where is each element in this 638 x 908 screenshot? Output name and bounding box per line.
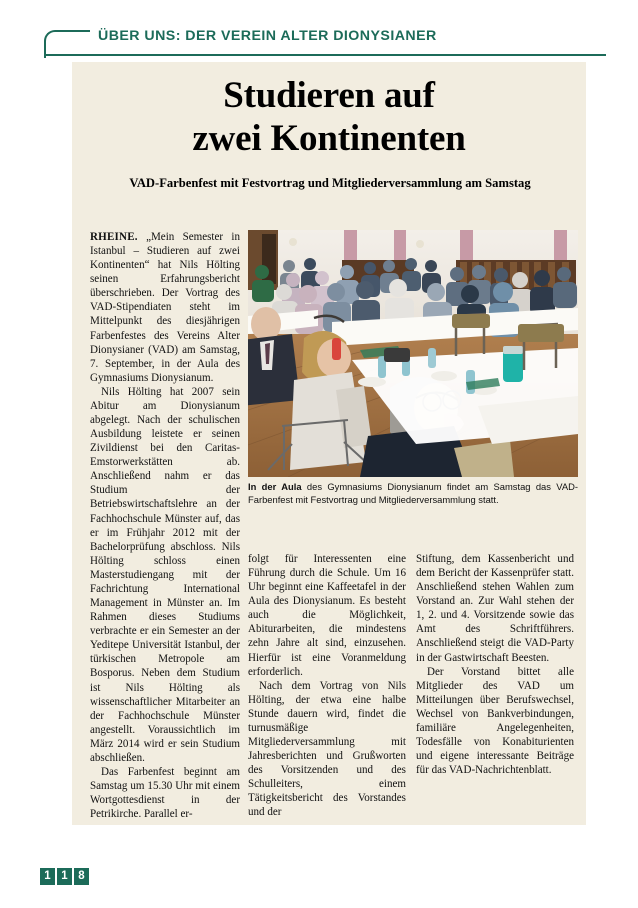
photo-caption-lead: In der Aula <box>248 481 302 492</box>
paragraph-text: „Mein Semester in Istanbul – Studieren auf zwei Kontinenten“ hat Nils Hölting seinen Erfahrungsbericht überschrieben. Der Vortrag des VAD-Stipendiaten steht im Mittelpunkt des diesjährigen Farbenfestes des Vereins Alter Dionysianer (VAD) am Samstag, 7. September, in der Aula des Gymnasiums Dionysianum. <box>90 231 240 384</box>
section-header <box>44 28 606 58</box>
paragraph: Nils Hölting hat 2007 sein Abitur am Dionysianum abgelegt. Nach der schulischen Ausbildung leistete er seinen Zivildienst bei den Caritas-Emstorwerkstätten ab. Anschließend nahm er das Studium der Betriebswirtschaftslehre an der Fachhochschule Münster auf, das er im Frühjahr 2012 mit der Bachelorprüfung abschloss. Nils Hölting schloss einen Masterstudiengang mit der Fachrichtung International Management in Münster an. Im Rahmen dieses Studiums verbrachte er ein Semester an der Yeditepe Universität Istanbul, der türkischen Metropole am Bosporus. Neben dem Studium ist Nils Hölting als wissenschaftlicher Mitarbeiter an der Fachhochschule Münster angestellt. Voraussichtlich im März 2014 wird er sein Studium abschließen. <box>90 385 240 764</box>
photo-caption <box>248 481 578 506</box>
page-digit: 1 <box>40 868 55 885</box>
body-column-2 <box>248 552 406 819</box>
page-digit: 8 <box>74 868 89 885</box>
photo-caption-text: des Gymnasiums Dionysianum findet am Samstag das VAD-Farbenfest mit Festvortrag und Mitgliederversammlung statt. <box>248 481 578 505</box>
article-figure <box>248 230 578 506</box>
header-rule-divider <box>44 54 606 56</box>
headline-line-2: zwei Kontinenten <box>192 118 466 160</box>
section-title: ÜBER UNS: DER VEREIN ALTER DIONYSIANER <box>98 28 437 44</box>
paragraph: Stiftung, dem Kassenbericht und dem Bericht der Kassenprüfer statt. Anschließend stehen Wahlen zum Vorstand an. Zur Wahl stehen der 1, 2. und 4. Vorsitzende sowie das Amt des Schriftführers. Anschließend steigt die VAD-Party in der Gastwirtschaft Beesten. <box>416 553 574 664</box>
page-digit: 1 <box>57 868 72 885</box>
body-column-1 <box>90 230 240 821</box>
headline-line-1: Studieren auf <box>223 75 435 116</box>
paragraph <box>90 230 240 385</box>
dateline: RHEINE. <box>90 231 138 243</box>
paragraph: Das Farbenfest beginnt am Samstag um 15.30 Uhr mit einem Wortgottesdienst in der Petrikirche. Parallel er- <box>90 765 240 821</box>
article-subheadline: VAD-Farbenfest mit Festvortrag und Mitgliederversammlung am Samstag <box>129 176 531 190</box>
paragraph: Nach dem Vortrag von Nils Hölting, der etwa eine halbe Stunde dauern wird, findet die turnusmäßige Mitgliederversammlung mit Jahresberichten und Grußworten des Vorsitzenden und des Schulleiters, einem Tätigkeitsbericht des Vorstandes und der <box>248 679 406 819</box>
body-column-3 <box>416 552 574 777</box>
article-photo <box>248 230 578 477</box>
page-number <box>40 868 89 885</box>
article-panel <box>72 62 586 825</box>
paragraph: folgt für Interessenten eine Führung durch die Schule. Um 16 Uhr beginnt eine Kaffeetafel in der Aula des Dionysianum. Es besteht auch die Möglichkeit, Abiturarbeiten, die mindestens zehn Jahre alt sind, einzusehen. Hierfür ist eine Voranmeldung erforderlich. <box>248 553 406 678</box>
page-title <box>82 74 576 161</box>
paragraph: Der Vorstand bittet alle Mitglieder des VAD um Mitteilungen über Berufswechsel, Wechsel von Bankverbindungen, familiäre Angelegenheiten, Todesfälle von Konabiturienten und eigene interessante Beiträge für das VAD-Nachrichtenblatt. <box>416 665 574 777</box>
